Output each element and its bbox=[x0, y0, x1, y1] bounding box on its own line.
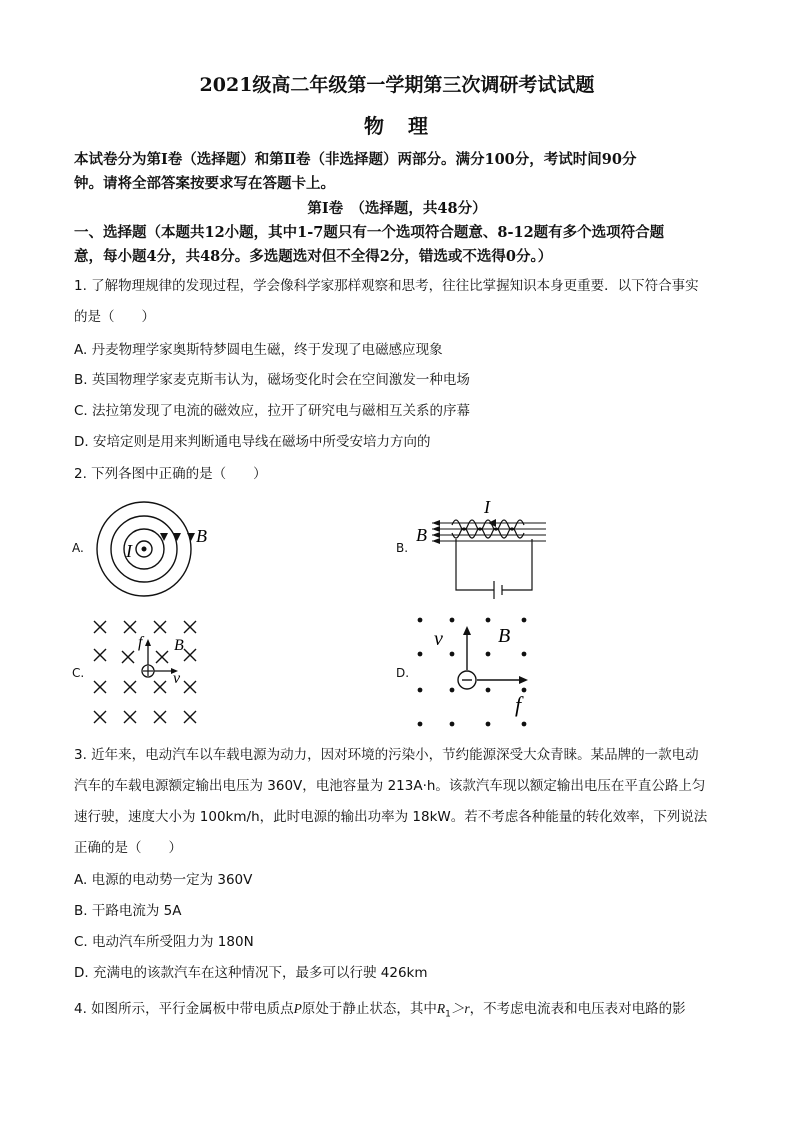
field-dot bbox=[522, 722, 527, 727]
q2-stem: 2. 下列各图中正确的是（ ） bbox=[74, 466, 267, 482]
q3-stem-line-1: 3. 近年来，电动汽车以车载电源为动力，因对环境的污染小，节约能源深受大众青睐。某品牌的一款电动 bbox=[74, 747, 699, 763]
field-dot bbox=[522, 652, 527, 657]
field-dot bbox=[450, 652, 455, 657]
instructions-line-1: 本试卷分为第Ⅰ卷（选择题）和第Ⅱ卷（非选择题）两部分。满分100分，考试时间90分 bbox=[74, 151, 637, 168]
field-dot bbox=[450, 688, 455, 693]
q2-figure-c bbox=[88, 615, 213, 730]
fig-b-current-label: I bbox=[484, 497, 490, 517]
fig-d-force-label: f bbox=[515, 692, 522, 717]
q4-stem-mid: 原处于静止状态，其中 bbox=[301, 1001, 437, 1017]
field-dot bbox=[418, 722, 423, 727]
q4-stem bbox=[74, 997, 686, 1020]
q1-stem-line-2: 的是（ ） bbox=[74, 309, 155, 325]
q4-resistor-sub: 1 bbox=[445, 1009, 451, 1020]
fig-d-velocity-label: v bbox=[434, 628, 443, 650]
q2-figure-b bbox=[410, 495, 560, 605]
exam-title: 2021级高二年级第一学期第三次调研考试试题 bbox=[199, 74, 595, 96]
q2-option-b-label: B. bbox=[396, 541, 409, 555]
current-dot bbox=[142, 547, 147, 552]
fig-c-velocity-label: v bbox=[173, 670, 181, 687]
field-dot bbox=[450, 618, 455, 623]
field-dot bbox=[418, 652, 423, 657]
fig-d-field-label: B bbox=[498, 625, 511, 647]
field-dot bbox=[450, 722, 455, 727]
field-dot bbox=[486, 688, 491, 693]
field-dot bbox=[418, 688, 423, 693]
field-dot bbox=[418, 618, 423, 623]
instructions-line-2: 钟。请将全部答案按要求写在答题卡上。 bbox=[74, 175, 335, 192]
q1-option-b: B. 英国物理学家麦克斯韦认为，磁场变化时会在空间激发一种电场 bbox=[74, 372, 470, 388]
fig-a-field-label: B bbox=[196, 526, 207, 546]
fig-b-field-label: B bbox=[416, 525, 427, 545]
force-arrow-head-icon bbox=[145, 639, 151, 646]
fig-c-force-label: f bbox=[138, 634, 143, 651]
q4-stem-end: ，不考虑电流表和电压表对电路的影 bbox=[469, 1001, 686, 1017]
fig-c-field-label: B bbox=[174, 637, 184, 654]
velocity-arrow-head-icon bbox=[463, 626, 471, 635]
q1-option-d: D. 安培定则是用来判断通电导线在磁场中所受安培力方向的 bbox=[74, 434, 431, 450]
section1-heading-line-2: 意，每小题4分，共48分。多选题选对但不全得2分，错选或不选得0分。） bbox=[74, 248, 553, 265]
circuit-wire bbox=[456, 539, 532, 599]
q2-option-a-label: A. bbox=[72, 541, 84, 555]
q4-stem-start: 4. 如图所示，平行金属板中带电质点 bbox=[74, 1001, 294, 1017]
q3-stem-line-2: 汽车的车载电源额定输出电压为 360V，电池容量为 213A·h。该款汽车现以额定输出电压在平直公路上匀 bbox=[74, 778, 706, 794]
field-dot bbox=[486, 722, 491, 727]
q3-option-a: A. 电源的电动势一定为 360V bbox=[74, 872, 253, 888]
q3-option-c: C. 电动汽车所受阻力为 180N bbox=[74, 934, 254, 950]
section1-heading-line-1: 一、选择题（本题共12小题，其中1-7题只有一个选项符合题意、8-12题有多个选项符合题 bbox=[74, 224, 665, 241]
q4-resistor-r: R bbox=[436, 1001, 446, 1016]
field-dot bbox=[486, 618, 491, 623]
part1-heading: 第Ⅰ卷 （选择题，共48分） bbox=[307, 200, 487, 217]
q1-option-a: A. 丹麦物理学家奥斯特梦圆电生磁，终于发现了电磁感应现象 bbox=[74, 342, 443, 358]
q2-figure-a bbox=[90, 495, 220, 605]
q3-stem-line-3: 速行驶，速度大小为 100km/h，此时电源的输出功率为 18kW。若不考虑各种能量的转化效率，下列说法 bbox=[74, 809, 708, 825]
q2-option-d-label: D. bbox=[396, 666, 410, 680]
q1-option-c: C. 法拉第发现了电流的磁效应，拉开了研究电与磁相互关系的序幕 bbox=[74, 403, 471, 419]
field-dot bbox=[522, 688, 527, 693]
q3-option-b: B. 干路电流为 5A bbox=[74, 903, 182, 919]
q4-point-p: P bbox=[293, 1001, 302, 1016]
q2-figure-d bbox=[412, 612, 542, 732]
force-arrow-head-icon bbox=[519, 676, 528, 684]
q3-stem-line-4: 正确的是（ ） bbox=[74, 840, 182, 856]
left-arrow-icons bbox=[432, 520, 440, 544]
field-dot bbox=[522, 618, 527, 623]
q3-option-d: D. 充满电的该款汽车在这种情况下，最多可以行驶 426km bbox=[74, 965, 428, 981]
q1-stem-line-1: 1. 了解物理规律的发现过程，学会像科学家那样观察和思考，往往比掌握知识本身更重要．以下符合事实 bbox=[74, 278, 699, 294]
field-dot bbox=[486, 652, 491, 657]
subject-title: 物 理 bbox=[364, 114, 430, 138]
q4-gt-r: ＞r bbox=[450, 1001, 470, 1016]
q2-option-c-label: C. bbox=[72, 666, 85, 680]
fig-a-current-label: I bbox=[126, 541, 132, 561]
